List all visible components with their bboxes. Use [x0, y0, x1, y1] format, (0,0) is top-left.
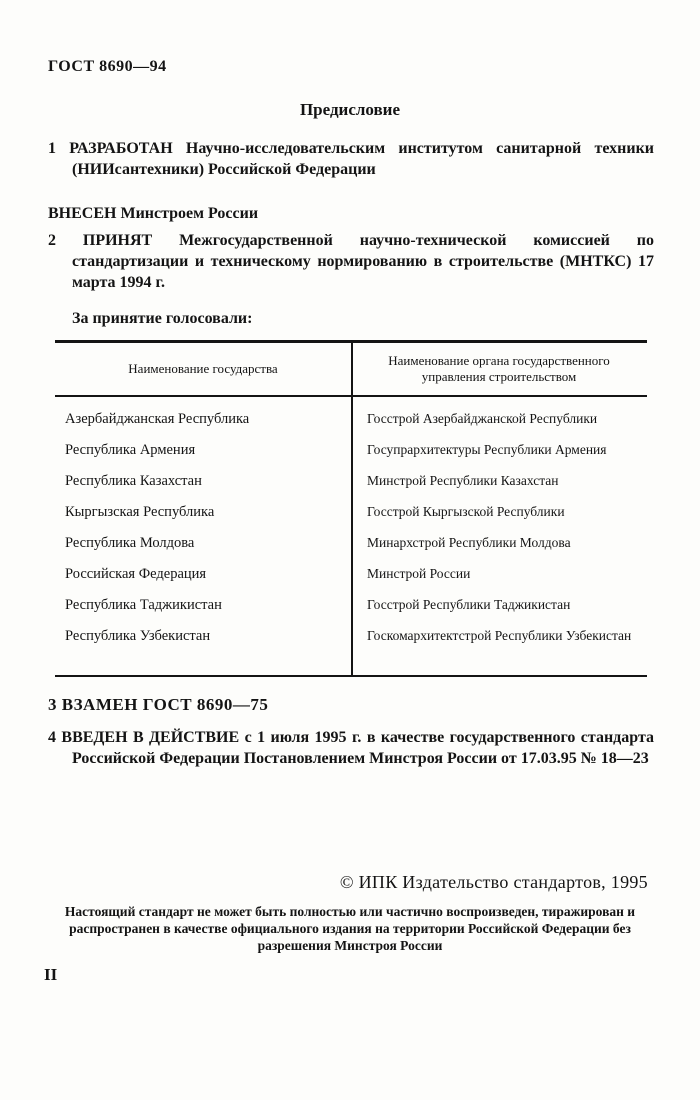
foreword-item-adopted: 2 ПРИНЯТ Межгосударственной научно-технической комиссией по стандартизации и техническому нормированию в строительстве (МНТКС) 17 марта 1994 г.	[48, 232, 654, 291]
cell-body: Госкомархитектстрой Республики Узбекистан	[367, 628, 632, 643]
reproduction-notice: Настоящий стандарт не может быть полностью или частично воспроизведен, тиражирован и распространен в качестве официального издания на территории Российской Федерации без разрешения Минстроя России	[64, 904, 636, 953]
copyright-line: © ИПК Издательство стандартов, 1995	[339, 872, 648, 892]
cell-state: Российская Федерация	[65, 566, 207, 582]
page-number: II	[44, 965, 58, 984]
voting-table	[55, 340, 647, 677]
cell-state: Республика Казахстан	[65, 473, 202, 489]
cell-body: Минстрой Республики Казахстан	[367, 473, 559, 488]
foreword-item-developed: 1 РАЗРАБОТАН Научно-исследовательским институтом санитарной техники (НИИсантехники) Российской Федерации	[48, 140, 654, 178]
table-header-body: Наименование органа государственного управления строительством	[388, 353, 610, 384]
cell-body: Госстрой Азербайджанской Республики	[367, 411, 598, 426]
table-column-divider	[351, 343, 353, 675]
cell-body: Госстрой Кыргызской Республики	[367, 504, 565, 519]
foreword-item-submitted: ВНЕСЕН Минстроем России	[48, 205, 259, 222]
vote-intro: За принятие голосовали:	[72, 310, 253, 327]
doc-number: ГОСТ 8690—94	[48, 58, 167, 75]
cell-body: Минстрой России	[367, 566, 471, 581]
cell-state: Кыргызская Республика	[65, 504, 215, 520]
cell-body: Минархстрой Республики Молдова	[367, 535, 571, 550]
cell-body: Госстрой Республики Таджикистан	[367, 597, 571, 612]
cell-state: Республика Армения	[65, 442, 196, 458]
cell-state: Республика Узбекистан	[65, 628, 211, 644]
cell-body: Госупрархитектуры Республики Армения	[367, 442, 607, 457]
cell-state: Азербайджанская Республика	[65, 411, 250, 427]
foreword-item-replaces: 3 ВЗАМЕН ГОСТ 8690—75	[48, 695, 269, 714]
foreword-item-effective: 4 ВВЕДЕН В ДЕЙСТВИЕ с 1 июля 1995 г. в качестве государственного стандарта Российской Федерации Постановлением Минстроя России от 17.03.95 № 18—23	[48, 729, 654, 767]
page-title: Предисловие	[299, 100, 401, 119]
table-header-state: Наименование государства	[128, 361, 278, 376]
cell-state: Республика Молдова	[65, 535, 195, 551]
cell-state: Республика Таджикистан	[65, 597, 222, 613]
